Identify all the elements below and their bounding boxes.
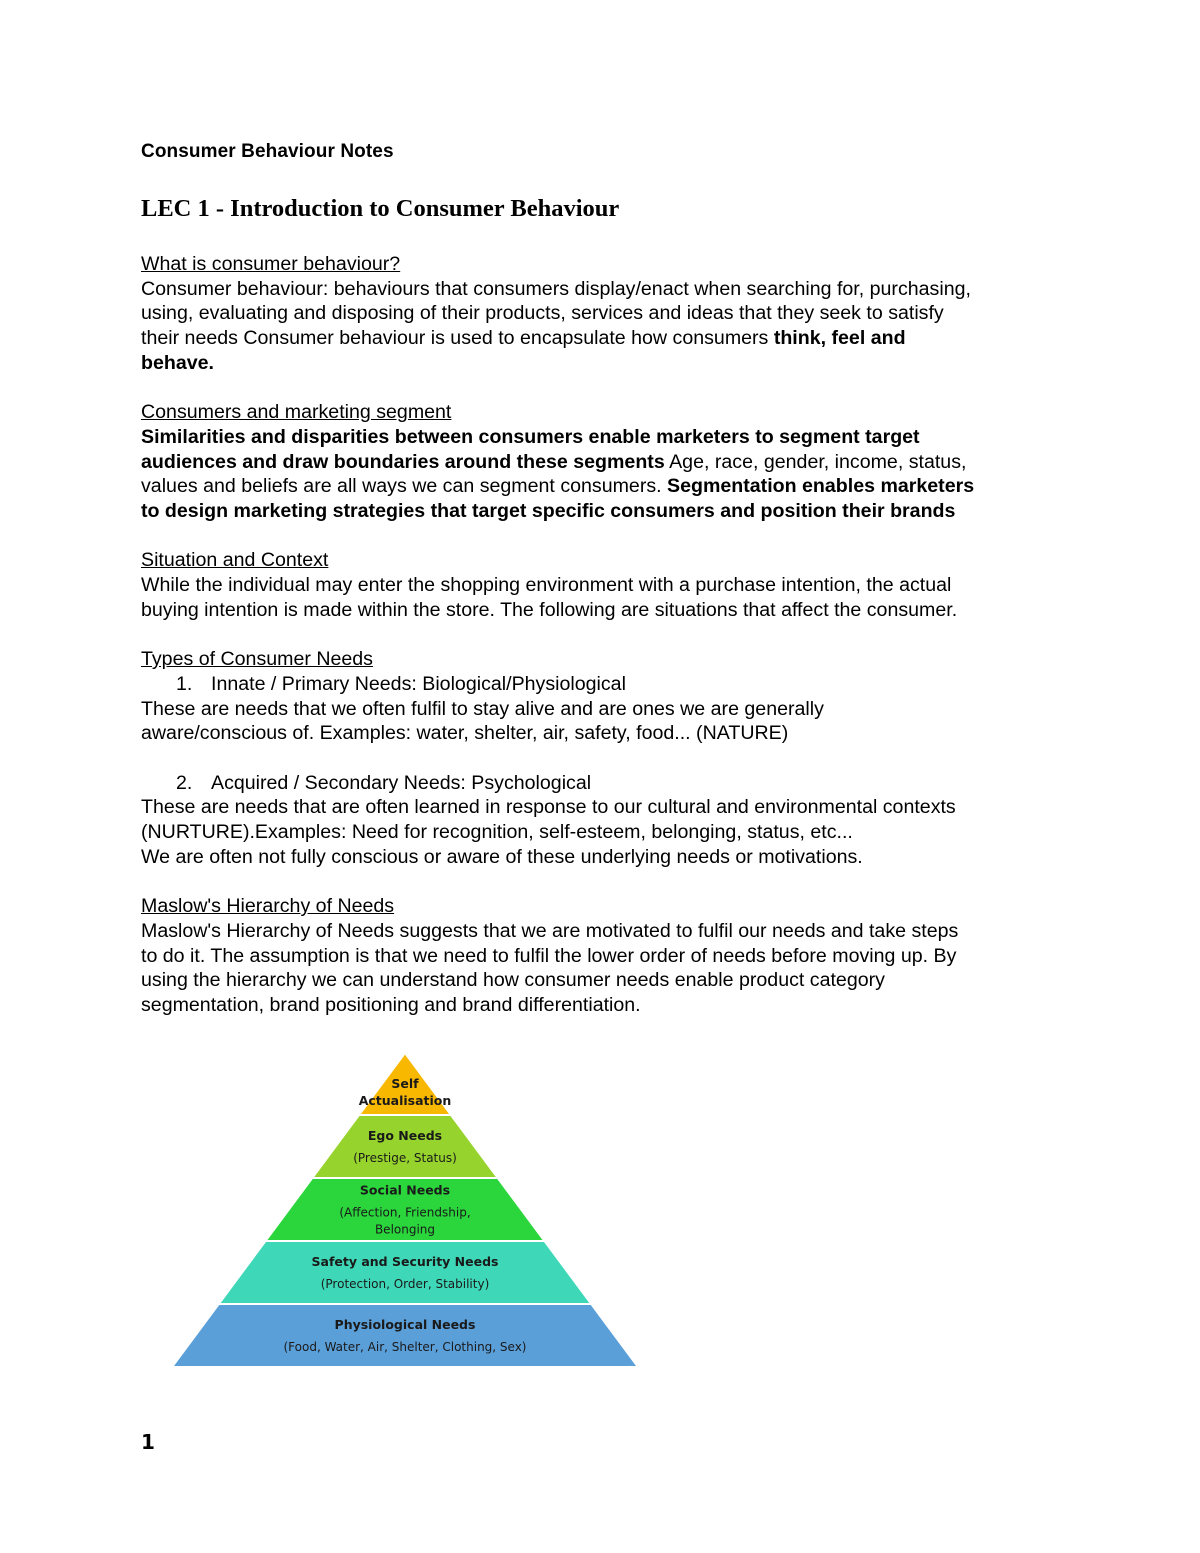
- pyramid-level-subtitle: (Food, Water, Air, Shelter, Clothing, Sex): [283, 1340, 527, 1354]
- bold-span: think, feel and: [773, 327, 906, 350]
- paragraph-line: (NURTURE).Examples: Need for recognition, self-esteem, belonging, status, etc...: [141, 821, 853, 844]
- paragraph-line: [141, 450, 1071, 475]
- pyramid-level-title: Ego Needs: [367, 1128, 443, 1143]
- paragraph-line: These are needs that we often fulfil to stay alive and are ones we are generally: [141, 697, 824, 720]
- list-item: [141, 672, 1071, 697]
- paragraph-line: aware/conscious of. Examples: water, shelter, air, safety, food... (NATURE): [141, 722, 789, 745]
- section-heading-maslow: Maslow's Hierarchy of Needs: [141, 895, 395, 918]
- pyramid-level-title: Physiological Needs: [334, 1317, 476, 1332]
- paragraph-line: Similarities and disparities between consumers enable marketers to segment target: [141, 425, 920, 448]
- pyramid-level: [172, 1304, 638, 1367]
- text-span: values and beliefs are all ways we can segment consumers.: [141, 475, 668, 498]
- list-label: Acquired / Secondary Needs: Psychological: [211, 771, 592, 794]
- list-label: Innate / Primary Needs: Biological/Physiological: [211, 672, 626, 695]
- paragraph-line: to do it. The assumption is that we need to fulfil the lower order of needs before moving up. By: [141, 944, 957, 967]
- paragraph-line: using, evaluating and disposing of their products, services and ideas that they seek to satisfy: [141, 302, 944, 325]
- text-span: their needs Consumer behaviour is used to encapsulate how consumers: [141, 327, 774, 350]
- paragraph-line: buying intention is made within the store. The following are situations that affect the consumer.: [141, 598, 958, 621]
- paragraph-line: These are needs that are often learned in response to our cultural and environmental contexts: [141, 796, 956, 819]
- pyramid-level-title: Social Needs: [359, 1182, 451, 1198]
- paragraph-line: to design marketing strategies that target specific consumers and position their brands: [141, 500, 956, 523]
- list-item: [141, 771, 1071, 796]
- list-number: 2.: [176, 771, 193, 794]
- list-number: 1.: [176, 672, 193, 695]
- paragraph-line: Consumer behaviour: behaviours that consumers display/enact when searching for, purchasing,: [141, 277, 971, 300]
- document-body: [141, 252, 1071, 1018]
- pyramid-level-title: Actualisation: [358, 1093, 452, 1108]
- document-title: Consumer Behaviour Notes: [141, 141, 394, 162]
- lecture-title: LEC 1 - Introduction to Consumer Behaviour: [141, 195, 620, 222]
- pyramid-level-subtitle: (Prestige, Status): [353, 1151, 457, 1165]
- pyramid-level-title: Safety and Security Needs: [311, 1254, 499, 1269]
- paragraph-line: Maslow's Hierarchy of Needs suggests that we are motivated to fulfil our needs and take steps: [141, 919, 959, 942]
- paragraph-line: segmentation, brand positioning and brand differentiation.: [141, 994, 641, 1017]
- section-heading-segment: Consumers and marketing segment: [141, 401, 452, 424]
- pyramid-level: [219, 1241, 592, 1304]
- maslow-pyramid-figure: [141, 1045, 671, 1377]
- pyramid-level-title: Self: [391, 1076, 419, 1091]
- pyramid-level-subtitle: (Affection, Friendship,: [339, 1205, 471, 1220]
- paragraph-line: [141, 474, 1071, 499]
- text-span: Age, race, gender, income, status,: [664, 450, 967, 473]
- bold-span: Segmentation enables marketers: [667, 475, 975, 498]
- paragraph-line: behave.: [141, 351, 214, 374]
- section-heading-needs: Types of Consumer Needs: [141, 648, 373, 671]
- pyramid-level-subtitle: Belonging: [374, 1222, 436, 1237]
- bold-span: audiences and draw boundaries around these segments: [141, 450, 665, 473]
- section-heading-what-is: What is consumer behaviour?: [141, 253, 401, 275]
- paragraph-line: While the individual may enter the shopping environment with a purchase intention, the actual: [141, 574, 952, 597]
- page-number: 1: [141, 1430, 155, 1454]
- pyramid-level: [312, 1115, 498, 1178]
- section-heading-situation: Situation and Context: [141, 549, 329, 572]
- pyramid-level-subtitle: (Protection, Order, Stability): [320, 1277, 490, 1291]
- paragraph-line: [141, 326, 1071, 351]
- paragraph-line: using the hierarchy we can understand how consumer needs enable product category: [141, 969, 885, 992]
- paragraph-line: We are often not fully conscious or aware of these underlying needs or motivations.: [141, 845, 863, 868]
